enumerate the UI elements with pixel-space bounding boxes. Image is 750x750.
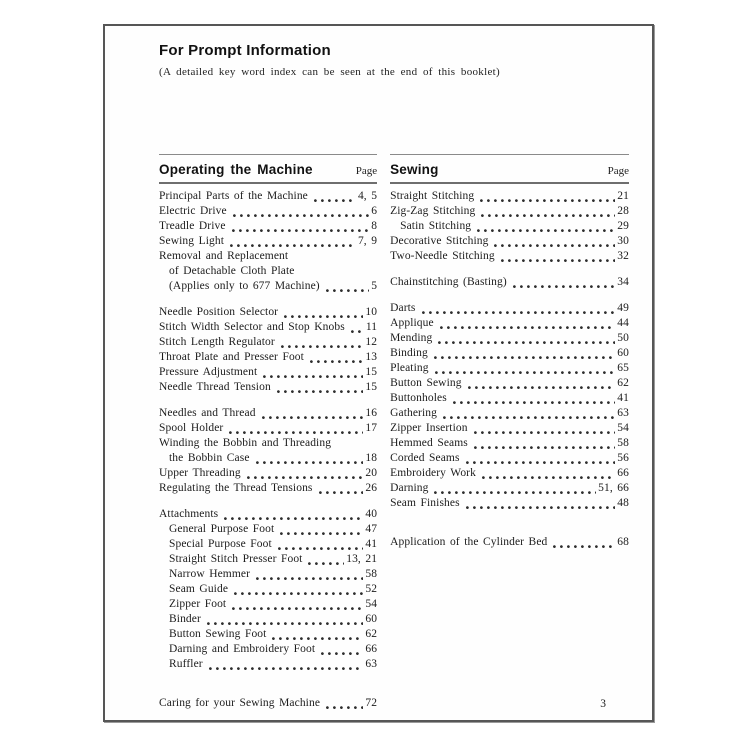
dot-leader [326, 282, 370, 293]
toc-entry [390, 331, 629, 346]
dot-leader [501, 252, 616, 263]
toc-entry-row [390, 316, 629, 331]
toc-entry-row [159, 582, 377, 597]
toc-entry-row [159, 234, 377, 249]
toc-entry-row [159, 627, 377, 642]
toc-entry-row [159, 365, 377, 380]
toc-entry [159, 582, 377, 597]
toc-entry-page: 32 [617, 250, 629, 262]
toc-entry-row [159, 597, 377, 612]
toc-entry-row [159, 204, 377, 219]
toc-entry-label: Special Purpose Foot [169, 538, 272, 550]
toc-entry-label: Seam Finishes [390, 497, 460, 509]
toc-entry [390, 406, 629, 421]
toc-entry-label: Gathering [390, 407, 437, 419]
toc-entry-page: 58 [365, 568, 378, 580]
toc-entry [390, 316, 629, 331]
toc-entry [390, 204, 629, 219]
dot-leader [422, 304, 616, 315]
toc-entry [159, 597, 377, 612]
column-title-operating: Operating the Machine [159, 162, 313, 177]
toc-entry-row [159, 279, 377, 294]
page-column-label: Page [607, 165, 629, 177]
toc-entry [390, 234, 629, 249]
toc-entry-row [159, 567, 377, 582]
dot-leader [443, 409, 615, 420]
dot-leader [262, 409, 364, 420]
toc-entry-page: 34 [617, 276, 629, 288]
toc-entry-label: Stitch Width Selector and Stop Knobs [159, 321, 345, 333]
toc-entry [159, 189, 377, 204]
toc-entry-row [390, 481, 629, 496]
toc-entry-label: Two-Needle Stitching [390, 250, 495, 262]
toc-entry [159, 627, 377, 642]
toc-entry [159, 350, 377, 365]
dot-leader [482, 469, 615, 480]
toc-entry-page: 54 [365, 598, 378, 610]
toc-entry-row [390, 451, 629, 466]
column-sewing [390, 154, 629, 711]
toc-entry-page: 4, 5 [357, 190, 378, 202]
toc-entry-page: 72 [365, 697, 378, 709]
page-title: For Prompt Information [159, 42, 331, 59]
toc-entry-row [159, 466, 377, 481]
toc-entry-label: Button Sewing [390, 377, 462, 389]
toc-entry-label: Regulating the Thread Tensions [159, 482, 313, 494]
toc-entry-label: (Applies only to 677 Machine) [169, 280, 320, 292]
dot-leader [234, 585, 363, 596]
toc-entry [159, 522, 377, 537]
toc-entry-label: Treadle Drive [159, 220, 226, 232]
page-subtitle: (A detailed key word index can be seen at the end of this booklet) [159, 66, 500, 78]
toc-entry-page: 11 [365, 321, 378, 333]
toc-entry-label-line: Winding the Bobbin and Threading [159, 437, 332, 449]
toc-entry-page: 17 [365, 422, 378, 434]
toc-entry-row [390, 219, 629, 234]
toc-entry-label: Needle Position Selector [159, 306, 279, 318]
toc-entry-label-line: of Detachable Cloth Plate [169, 265, 295, 277]
toc-entry-page: 49 [617, 302, 629, 314]
toc-entry-row [159, 451, 377, 466]
toc-entry-row [159, 481, 377, 496]
toc-entry-label: Caring for your Sewing Machine [159, 697, 321, 709]
dot-leader [453, 394, 616, 405]
toc-entry [159, 537, 377, 552]
toc-entry [159, 234, 377, 249]
toc-entry [390, 346, 629, 361]
toc-entry [390, 451, 629, 466]
toc-entry-label: Stitch Length Regulator [159, 336, 275, 348]
toc-entry-row [390, 301, 629, 316]
dot-leader [351, 323, 364, 334]
toc-entry-label: Throat Plate and Presser Foot [159, 351, 304, 363]
toc-entry-label: Darts [390, 302, 416, 314]
toc-entry-page: 10 [365, 306, 378, 318]
toc-entry [159, 481, 377, 496]
toc-entry [159, 204, 377, 219]
toc-entry [390, 496, 629, 511]
toc-entry-page: 21 [617, 190, 629, 202]
toc-entry-label: Straight Stitch Presser Foot [169, 553, 303, 565]
dot-leader [256, 570, 363, 581]
toc-entry [159, 552, 377, 567]
toc-entry-page: 54 [617, 422, 629, 434]
toc-entry-row [390, 204, 629, 219]
toc-entries-operating [159, 189, 377, 711]
toc-entry-page: 13 [365, 351, 378, 363]
toc-entry-label: Hemmed Seams [390, 437, 468, 449]
toc-entry [159, 305, 377, 320]
toc-entry-row [390, 421, 629, 436]
toc-entry [159, 320, 377, 335]
toc-entry-row [390, 346, 629, 361]
toc-entry-page: 41 [365, 538, 378, 550]
toc-entry [159, 406, 377, 421]
toc-entry [159, 436, 377, 466]
toc-entry-page: 52 [365, 583, 378, 595]
toc-entry [159, 507, 377, 522]
dot-leader [321, 645, 363, 656]
dot-leader [310, 353, 363, 364]
toc-entry-row [159, 219, 377, 234]
toc-entry-label: Binding [390, 347, 428, 359]
dot-leader [229, 424, 363, 435]
toc-entry-page: 12 [365, 336, 378, 348]
toc-entry-label: Button Sewing Foot [169, 628, 267, 640]
toc-entry-label: Zipper Insertion [390, 422, 468, 434]
toc-entry [390, 301, 629, 316]
dot-leader [314, 192, 356, 203]
toc-entry-row [159, 350, 377, 365]
dot-leader [277, 383, 364, 394]
toc-entry-row [390, 275, 629, 290]
toc-entry-page: 40 [365, 508, 378, 520]
dot-leader [207, 615, 363, 626]
toc-entry [159, 567, 377, 582]
toc-entry-page: 6 [371, 205, 378, 217]
toc-entry-row [390, 331, 629, 346]
toc-entry-page: 44 [617, 317, 629, 329]
toc-entry-page: 62 [365, 628, 378, 640]
dot-leader [209, 660, 364, 671]
toc-entry-page: 68 [617, 536, 629, 548]
toc-entry-label: Corded Seams [390, 452, 460, 464]
dot-leader [480, 192, 615, 203]
dot-leader [233, 207, 370, 218]
toc-entry-row [390, 376, 629, 391]
toc-entry-label: Principal Parts of the Machine [159, 190, 308, 202]
toc-entry-page: 65 [617, 362, 629, 374]
toc-entry-page: 41 [617, 392, 629, 404]
toc-entry-label: General Purpose Foot [169, 523, 275, 535]
column-operating-the-machine [159, 154, 377, 711]
dot-leader [466, 454, 616, 465]
toc-entry-row [159, 406, 377, 421]
toc-entry-page: 66 [365, 643, 378, 655]
dot-leader [494, 237, 615, 248]
toc-entry-page: 30 [617, 235, 629, 247]
toc-entry-label: Upper Threading [159, 467, 241, 479]
dot-leader [247, 469, 364, 480]
toc-entry-page: 28 [617, 205, 629, 217]
toc-entry-row [159, 380, 377, 395]
toc-entry-label: Electric Drive [159, 205, 227, 217]
toc-entry-page: 60 [617, 347, 629, 359]
toc-entry-label: Embroidery Work [390, 467, 476, 479]
toc-entry-label: Pressure Adjustment [159, 366, 258, 378]
toc-entry-label: Chainstitching (Basting) [390, 276, 507, 288]
toc-entry-label: Needle Thread Tension [159, 381, 271, 393]
toc-entry-row [159, 642, 377, 657]
toc-entry-row [159, 552, 377, 567]
toc-entry-page: 5 [371, 280, 378, 292]
dot-leader [232, 600, 363, 611]
document-page [103, 24, 654, 722]
page-column-label: Page [355, 165, 378, 177]
toc-entry-page: 60 [365, 613, 378, 625]
toc-entry [390, 466, 629, 481]
toc-entry-page: 63 [365, 658, 378, 670]
toc-entry [159, 466, 377, 481]
toc-entry-label: Ruffler [169, 658, 203, 670]
toc-entry [159, 219, 377, 234]
toc-entry-row [159, 612, 377, 627]
dot-leader [230, 237, 356, 248]
toc-entry [159, 249, 377, 294]
dot-leader [278, 540, 364, 551]
toc-entry-page: 50 [617, 332, 629, 344]
toc-entry-row [159, 537, 377, 552]
dot-leader [272, 630, 363, 641]
toc-entry-label: Needles and Thread [159, 407, 256, 419]
dot-leader [284, 308, 363, 319]
toc-entry-row [159, 320, 377, 335]
toc-entries-sewing [390, 189, 629, 550]
toc-entry-row [390, 189, 629, 204]
toc-entry-row [390, 361, 629, 376]
toc-entry-row [390, 249, 629, 264]
toc-entry-page: 51, 66 [598, 482, 629, 494]
folio-page-number: 3 [600, 698, 606, 710]
toc-entry-page: 62 [617, 377, 629, 389]
toc-entry [159, 365, 377, 380]
toc-entry [390, 535, 629, 550]
toc-entry-page: 20 [365, 467, 378, 479]
dot-leader [513, 278, 616, 289]
toc-entry-row [159, 507, 377, 522]
toc-entry-page: 56 [617, 452, 629, 464]
dot-leader [326, 699, 363, 710]
toc-entry-page: 47 [365, 523, 378, 535]
dot-leader [477, 222, 615, 233]
toc-entry [390, 219, 629, 234]
toc-columns [159, 154, 629, 711]
toc-entry-row [159, 421, 377, 436]
toc-entry [390, 421, 629, 436]
toc-entry [390, 436, 629, 451]
toc-entry-page: 7, 9 [357, 235, 378, 247]
toc-entry-label: the Bobbin Case [169, 452, 250, 464]
toc-entry [159, 335, 377, 350]
toc-entry-page: 66 [617, 467, 629, 479]
toc-entry-page: 13, 21 [346, 553, 378, 565]
dot-leader [319, 484, 364, 495]
dot-leader [434, 349, 615, 360]
toc-entry-row [390, 391, 629, 406]
column-header-sewing [390, 154, 629, 184]
toc-entry-label: Straight Stitching [390, 190, 475, 202]
dot-leader [435, 364, 616, 375]
toc-entry-page: 15 [365, 366, 378, 378]
toc-entry [390, 391, 629, 406]
toc-entry [390, 481, 629, 496]
toc-entry-row [390, 406, 629, 421]
dot-leader [281, 338, 364, 349]
toc-entry-label: Satin Stitching [400, 220, 472, 232]
toc-entry-label: Attachments [159, 508, 219, 520]
toc-entry-label-line: Removal and Replacement [159, 250, 289, 262]
toc-entry-row [159, 696, 377, 711]
toc-entry [159, 696, 377, 711]
toc-entry-row [159, 305, 377, 320]
toc-entry-label: Sewing Light [159, 235, 224, 247]
toc-entry-row [159, 335, 377, 350]
toc-entry-label: Spool Holder [159, 422, 224, 434]
toc-entry [159, 421, 377, 436]
toc-entry-label: Application of the Cylinder Bed [390, 536, 548, 548]
dot-leader [468, 379, 616, 390]
dot-leader [440, 319, 616, 330]
toc-entry-page: 63 [617, 407, 629, 419]
toc-entry-row [159, 522, 377, 537]
toc-entry-label: Mending [390, 332, 433, 344]
toc-entry-label: Decorative Stitching [390, 235, 489, 247]
toc-entry-row [390, 535, 629, 550]
column-header-operating [159, 154, 377, 184]
toc-entry-row [159, 189, 377, 204]
toc-entry-row [390, 436, 629, 451]
dot-leader [553, 538, 615, 549]
toc-entry [159, 380, 377, 395]
dot-leader [474, 439, 615, 450]
toc-entry-label: Zig-Zag Stitching [390, 205, 476, 217]
toc-entry [390, 376, 629, 391]
toc-entry-label: Darning and Embroidery Foot [169, 643, 316, 655]
toc-entry-page: 15 [365, 381, 378, 393]
dot-leader [308, 555, 344, 566]
toc-entry-label: Seam Guide [169, 583, 229, 595]
toc-entry [390, 189, 629, 204]
dot-leader [438, 334, 615, 345]
dot-leader [232, 222, 370, 233]
toc-entry [159, 612, 377, 627]
toc-entry [390, 361, 629, 376]
toc-entry-page: 48 [617, 497, 629, 509]
dot-leader [256, 454, 364, 465]
toc-entry-label: Zipper Foot [169, 598, 227, 610]
dot-leader [474, 424, 616, 435]
toc-entry-row [159, 657, 377, 672]
toc-entry-page: 8 [371, 220, 378, 232]
toc-entry [159, 657, 377, 672]
toc-entry-page: 29 [617, 220, 629, 232]
toc-entry-label: Applique [390, 317, 434, 329]
toc-entry-label: Narrow Hemmer [169, 568, 251, 580]
dot-leader [481, 207, 615, 218]
column-title-sewing: Sewing [390, 162, 439, 177]
dot-leader [434, 484, 596, 495]
dot-leader [263, 368, 363, 379]
toc-entry-label: Buttonholes [390, 392, 447, 404]
toc-entry-page: 16 [365, 407, 378, 419]
toc-entry-page: 26 [365, 482, 378, 494]
toc-entry-row [390, 496, 629, 511]
toc-entry-label: Binder [169, 613, 201, 625]
toc-entry-label: Darning [390, 482, 429, 494]
toc-entry [390, 275, 629, 290]
toc-entry [159, 642, 377, 657]
dot-leader [224, 510, 363, 521]
toc-entry-row [390, 466, 629, 481]
dot-leader [466, 499, 616, 510]
toc-entry-page: 58 [617, 437, 629, 449]
toc-entry-page: 18 [365, 452, 378, 464]
toc-entry-label: Pleating [390, 362, 429, 374]
toc-entry-row [390, 234, 629, 249]
toc-entry [390, 249, 629, 264]
dot-leader [280, 525, 363, 536]
